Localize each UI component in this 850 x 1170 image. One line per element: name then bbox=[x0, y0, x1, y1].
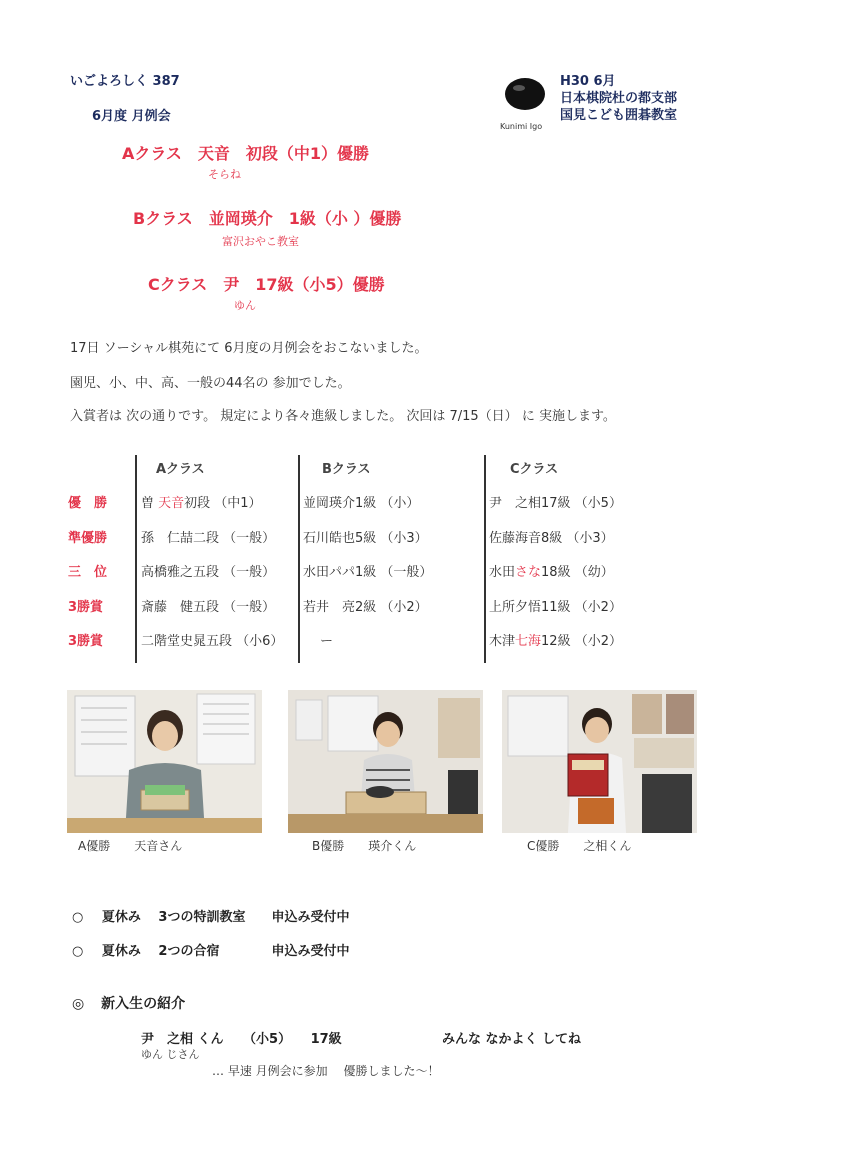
newcomer-message: みんな なかよく してね bbox=[442, 1032, 582, 1047]
photo-c-winner bbox=[502, 690, 697, 833]
row-label: 3勝賞 bbox=[68, 600, 104, 615]
newcomer-note: … 早速 月例会に参加 優勝しました～！ bbox=[212, 1064, 440, 1078]
column-header-c: Cクラス bbox=[510, 462, 559, 477]
circle-bullet-icon: ○ bbox=[72, 910, 84, 925]
photo-b-winner bbox=[288, 690, 483, 833]
winner-a: Aクラス 天音 初段（中1）優勝 bbox=[122, 144, 370, 163]
result-a: 高橋雅之五段 （一般） bbox=[141, 565, 276, 580]
column-header-b: Bクラス bbox=[322, 462, 371, 477]
issue-title: いごよろしく 387 bbox=[70, 74, 180, 89]
org-name: 日本棋院杜の都支部 bbox=[560, 91, 678, 106]
result-b: 水田パパ1級 （一般） bbox=[303, 565, 433, 580]
row-label: 三 位 bbox=[68, 565, 108, 580]
result-a: 曽 天音初段 （中1） bbox=[141, 496, 262, 511]
notice-summer-camp: ○ 夏休み 2つの合宿 申込み受付中 bbox=[72, 944, 350, 959]
photo-a-caption: A優勝 天音さん bbox=[78, 839, 183, 853]
result-a: 斎藤 健五段 （一般） bbox=[141, 600, 276, 615]
result-b: 若井 亮2級 （小2） bbox=[303, 600, 428, 615]
report-paragraph-1: 17日 ソーシャル棋苑にて 6月度の月例会をおこないました。 bbox=[70, 341, 428, 356]
newcomer-name: 尹 之相 くん （小5） 17級 bbox=[141, 1032, 342, 1047]
winner-c: Cクラス 尹 17級（小5）優勝 bbox=[148, 275, 385, 294]
result-c: 上所夕悟11級 （小2） bbox=[489, 600, 622, 615]
school-name: 国見こども囲碁教室 bbox=[560, 108, 678, 123]
report-paragraph-2: 園児、小、中、高、一般の44名の 参加でした。 bbox=[70, 376, 351, 391]
winner-b-reading: 富沢おやこ教室 bbox=[222, 235, 299, 248]
result-b: ー bbox=[320, 634, 334, 649]
report-paragraph-3: 入賞者は 次の通りです。 規定により各々進級しました。 次回は 7/15（日） に 実施します。 bbox=[70, 409, 616, 424]
result-c: 尹 之相17級 （小5） bbox=[489, 496, 622, 511]
issue-date: H30 6月 bbox=[560, 74, 616, 89]
notice-summer-training: ○ 夏休み 3つの特訓教室 申込み受付中 bbox=[72, 910, 350, 925]
winner-b: Bクラス 並岡瑛介 1級（小 ）優勝 bbox=[133, 209, 402, 228]
photo-b-caption: B優勝 瑛介くん bbox=[312, 839, 417, 853]
result-b: 石川皓也5級 （小3） bbox=[303, 531, 428, 546]
result-c: 水田さな18級 （幼） bbox=[489, 565, 614, 580]
newcomer-reading: ゆん じさん bbox=[141, 1048, 200, 1061]
circle-bullet-icon: ○ bbox=[72, 944, 84, 959]
kunimi-igo-logo bbox=[500, 76, 550, 131]
row-label: 準優勝 bbox=[68, 531, 108, 546]
result-c: 木津七海12級 （小2） bbox=[489, 634, 622, 649]
page-subtitle: 6月度 月例会 bbox=[92, 109, 171, 124]
double-circle-bullet-icon: ◎ bbox=[72, 996, 85, 1012]
result-a: 孫 仁喆二段 （一般） bbox=[141, 531, 276, 546]
go-stone-icon bbox=[500, 76, 550, 122]
result-a: 二階堂史晁五段 （小6） bbox=[141, 634, 284, 649]
logo-text: Kunimi Igo bbox=[500, 122, 543, 131]
row-label: 優 勝 bbox=[68, 496, 108, 511]
column-header-a: Aクラス bbox=[156, 462, 205, 477]
newcomer-heading: ◎ 新入生の紹介 bbox=[72, 996, 186, 1012]
row-label: 3勝賞 bbox=[68, 634, 104, 649]
result-b: 並岡瑛介1級 （小） bbox=[303, 496, 420, 511]
winner-c-reading: ゆん bbox=[234, 299, 256, 312]
photo-a-winner bbox=[67, 690, 262, 833]
winner-a-reading: そらね bbox=[208, 168, 241, 181]
photo-c-caption: C優勝 之相くん bbox=[527, 839, 632, 853]
result-c: 佐藤海音8級 （小3） bbox=[489, 531, 614, 546]
